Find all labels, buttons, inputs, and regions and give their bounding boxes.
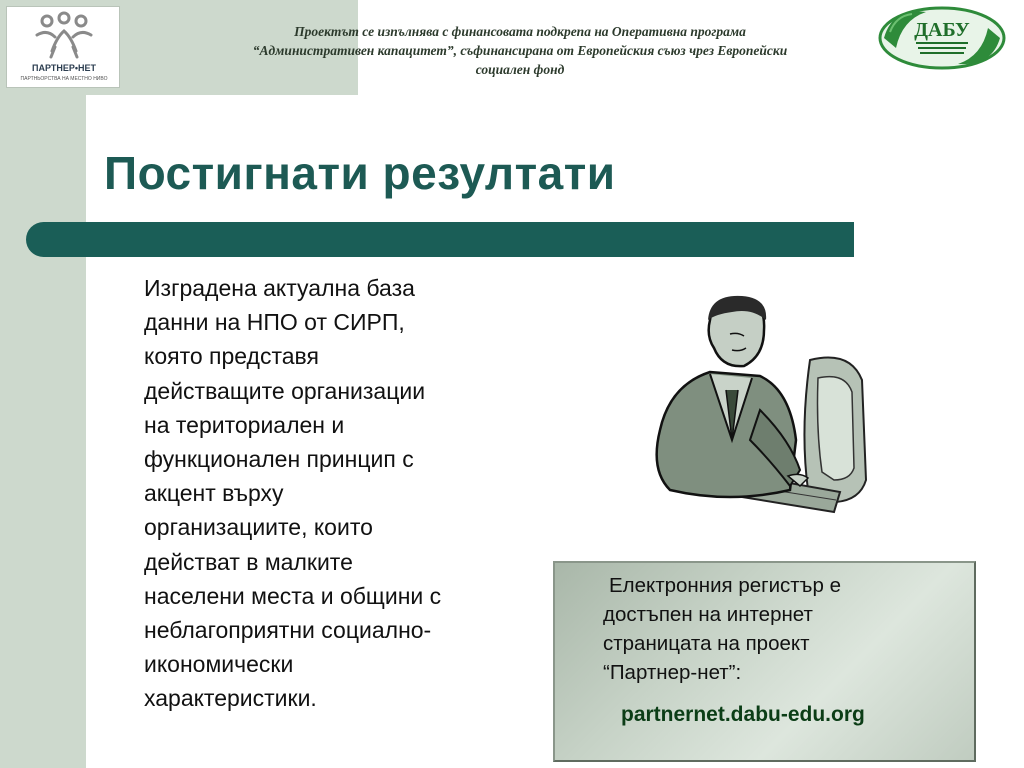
- info-box-line: страницата на проект: [603, 632, 810, 655]
- body-line: действащите организации: [144, 377, 426, 404]
- info-box-text: [603, 571, 963, 687]
- body-line: икономически: [144, 651, 294, 678]
- partner-net-logo: [6, 6, 120, 88]
- title-underline-bar: [26, 222, 854, 257]
- funding-note-line: Проектът се изпълнява с финансовата подкрепа на Оперативна програма: [294, 24, 746, 39]
- people-logo-icon: [7, 7, 121, 65]
- partner-net-logo-subtitle: ПАРТНЬОРСТВА НА МЕСТНО НИВО: [20, 76, 108, 82]
- body-line: на териториален и: [144, 411, 345, 438]
- body-line: данни на НПО от СИРП,: [144, 309, 405, 336]
- body-line: Изградена актуална база: [144, 275, 415, 301]
- body-paragraph: [144, 271, 524, 716]
- person-at-computer-icon: [640, 290, 870, 530]
- info-box-line: “Партнер-нет”:: [603, 661, 742, 684]
- info-box: [553, 561, 976, 762]
- body-line: неблагоприятни социално-: [144, 617, 432, 644]
- info-box-line: Електронния регистър е: [609, 574, 841, 597]
- funding-note: [150, 22, 890, 79]
- info-box-line: достъпен на интернет: [603, 603, 813, 626]
- dabu-logo: [876, 2, 1008, 70]
- body-line: организациите, които: [144, 514, 373, 541]
- body-line: действат в малките: [144, 548, 353, 575]
- funding-note-line: “Административен капацитет”, съфинансирана от Европейския съюз чрез Европейски: [252, 43, 788, 58]
- person-at-computer-clipart: [640, 290, 870, 530]
- partner-net-logo-name: ПАРТНЕР•НЕТ: [31, 63, 96, 73]
- body-line: която представя: [144, 343, 319, 370]
- dabu-logo-name: ДАБУ: [914, 19, 970, 41]
- body-line: населени места и общини с: [144, 582, 442, 609]
- body-line: акцент върху: [144, 480, 284, 507]
- funding-note-line: социален фонд: [475, 62, 565, 77]
- body-line: функционален принцип с: [144, 446, 414, 473]
- body-line: характеристики.: [144, 685, 317, 712]
- project-website-link[interactable]: partnernet.dabu-edu.org: [621, 703, 865, 726]
- dabu-leaf-logo-icon: [876, 2, 1008, 70]
- left-decor-band: [0, 0, 86, 768]
- page-title: Постигнати резултати: [104, 147, 616, 199]
